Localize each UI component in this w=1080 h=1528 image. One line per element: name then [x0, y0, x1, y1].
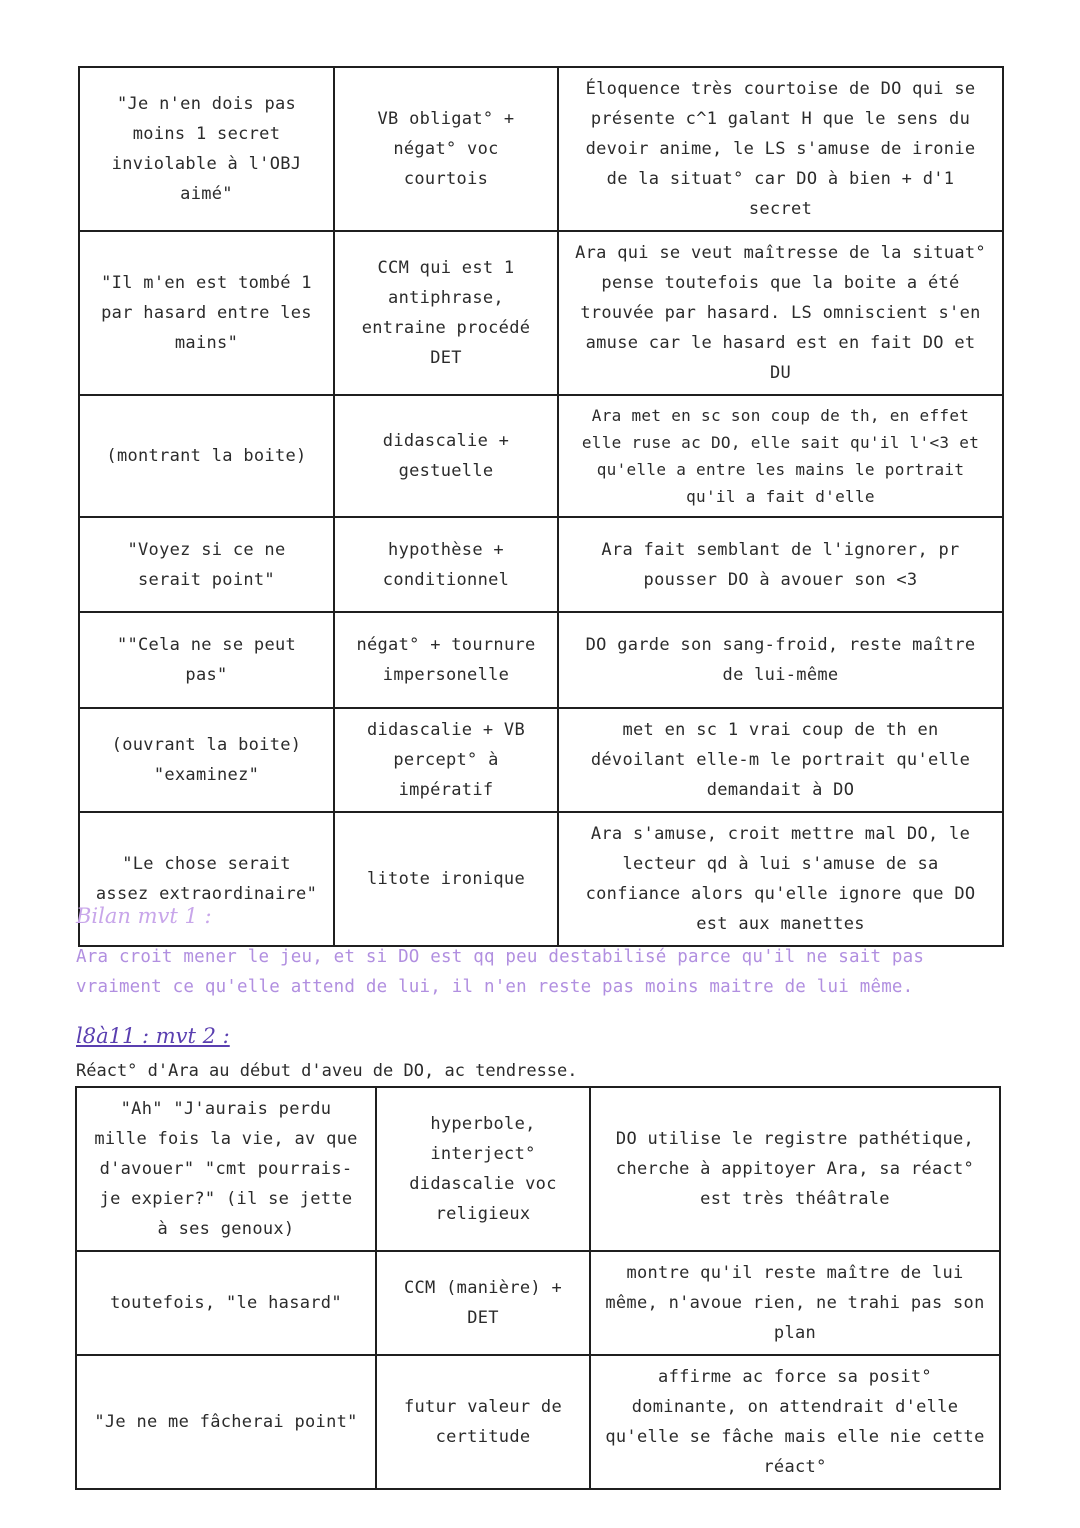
citation-cell: (montrant la boite): [79, 395, 334, 517]
citation-cell: "Le chose serait assez extraordinaire": [79, 812, 334, 946]
interpretation-cell: Ara met en sc son coup de th, en effet elle ruse ac DO, elle sait qu'il l'<3 et qu'elle a entre les mains le portrait qu'il a fait d'elle: [558, 395, 1003, 517]
interpretation-cell: affirme ac force sa posit° dominante, on attendrait d'elle qu'elle se fâche mais elle nie cette réact°: [590, 1355, 1000, 1489]
procede-cell: didascalie + gestuelle: [334, 395, 558, 517]
procede-cell: négat° + tournure impersonelle: [334, 612, 558, 708]
procede-cell: didascalie + VB percept° à impératif: [334, 708, 558, 812]
bilan-title: Bilan mvt 1 :: [76, 904, 212, 928]
table-row: [79, 708, 1003, 812]
procede-cell: hyperbole, interject° didascalie voc religieux: [376, 1087, 590, 1251]
interpretation-cell: Ara qui se veut maîtresse de la situat° pense toutefois que la boite a été trouvée par hasard. LS omniscient s'en amuse car le hasard est en fait DO et DU: [558, 231, 1003, 395]
bilan-text: Ara croit mener le jeu, et si DO est qq peu destabilisé parce qu'il ne sait pas vraiment ce qu'elle attend de lui, il n'en reste pas moins maitre de lui même.: [76, 947, 925, 997]
interpretation-cell: DO utilise le registre pathétique, cherche à appitoyer Ara, sa réact° est très théâtrale: [590, 1087, 1000, 1251]
interpretation-cell: montre qu'il reste maître de lui même, n'avoue rien, ne trahi pas son plan: [590, 1251, 1000, 1355]
citation-cell: "Je n'en dois pas moins 1 secret inviolable à l'OBJ aimé": [79, 67, 334, 231]
interpretation-cell: Éloquence très courtoise de DO qui se présente c^1 galant H que le sens du devoir anime, le LS s'amuse de ironie de la situat° car DO à bien + d'1 secret: [558, 67, 1003, 231]
table-row: [76, 1355, 1000, 1489]
citation-cell: (ouvrant la boite) "examinez": [79, 708, 334, 812]
mvt2-subtitle: Réact° d'Ara au début d'aveu de DO, ac tendresse.: [76, 1061, 578, 1081]
table-row: [79, 67, 1003, 231]
interpretation-cell: DO garde son sang-froid, reste maître de lui-même: [558, 612, 1003, 708]
procede-cell: futur valeur de certitude: [376, 1355, 590, 1489]
interpretation-cell: Ara fait semblant de l'ignorer, pr pousser DO à avouer son <3: [558, 517, 1003, 612]
table-row: [79, 612, 1003, 708]
interpretation-cell: Ara s'amuse, croit mettre mal DO, le lecteur qd à lui s'amuse de sa confiance alors qu'elle ignore que DO est aux manettes: [558, 812, 1003, 946]
procede-cell: VB obligat° + négat° voc courtois: [334, 67, 558, 231]
table-row: [76, 1087, 1000, 1251]
mvt2-title: l8à11 : mvt 2 :: [76, 1024, 230, 1048]
citation-cell: toutefois, "le hasard": [76, 1251, 376, 1355]
table-row: [76, 1251, 1000, 1355]
procede-cell: litote ironique: [334, 812, 558, 946]
citation-cell: "Ah" "J'aurais perdu mille fois la vie, av que d'avouer" "cmt pourrais-je expier?" (il se jette à ses genoux): [76, 1087, 376, 1251]
table-row: [79, 517, 1003, 612]
procede-cell: hypothèse + conditionnel: [334, 517, 558, 612]
citation-cell: "Voyez si ce ne serait point": [79, 517, 334, 612]
analysis-table-mvt1: [78, 66, 1004, 947]
citation-cell: ""Cela ne se peut pas": [79, 612, 334, 708]
citation-cell: "Il m'en est tombé 1 par hasard entre les mains": [79, 231, 334, 395]
table-row: [79, 395, 1003, 517]
citation-cell: "Je ne me fâcherai point": [76, 1355, 376, 1489]
analysis-table-mvt2: [75, 1086, 1001, 1490]
interpretation-cell: met en sc 1 vrai coup de th en dévoilant elle-m le portrait qu'elle demandait à DO: [558, 708, 1003, 812]
procede-cell: CCM qui est 1 antiphrase, entraine procédé DET: [334, 231, 558, 395]
table-row: [79, 812, 1003, 946]
table-row: [79, 231, 1003, 395]
procede-cell: CCM (manière) + DET: [376, 1251, 590, 1355]
